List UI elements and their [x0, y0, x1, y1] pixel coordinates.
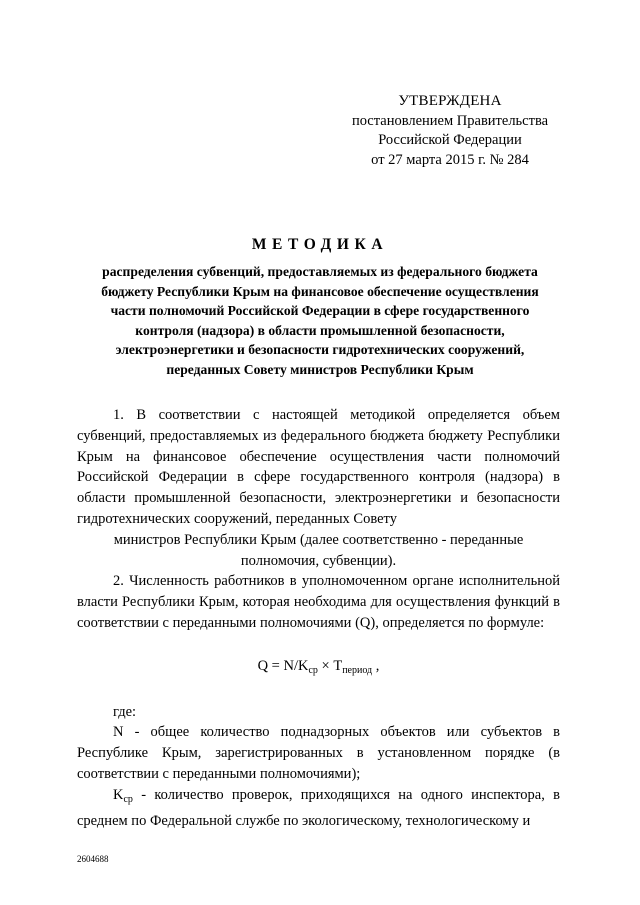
- k-definition-text: - количество проверок, приходящихся на одного инспектора, в среднем по Федеральной службе по экологическому, технологическому и: [77, 786, 560, 829]
- definition-n: N - общее количество поднадзорных объектов или субъектов в Республике Крым, зарегистрированных в установленном порядке (в соответствии с переданными полномочиями);: [77, 724, 560, 782]
- subtitle-line-2: бюджету Республики Крым на финансовое обеспечение осуществления: [101, 283, 539, 299]
- formula: [77, 656, 560, 682]
- k-symbol: K: [113, 786, 124, 803]
- k-subscript: ср: [123, 793, 133, 805]
- formula-sub-kcp: ср: [308, 664, 318, 676]
- subtitle-line-1: распределения субвенций, предоставляемых из федерального бюджета: [102, 264, 538, 279]
- paragraph-1: 1. В соответствии с настоящей методикой определяется объем субвенций, предоставляемых из федерального бюджета бюджету Республики Крым на финансовое обеспечение осуществления части полномочий Российской Федерации в сфере государственного контроля (надзора) в области промышленной безопасности, электроэнергетики и безопасности гидротехнических сооружений, переданных Совету: [77, 407, 560, 527]
- paragraph-2: 2. Численность работников в уполномоченном органе исполнительной власти Республики Крым, которая необходима для осуществления функций в соответствии с переданными полномочиями (Q), определяется по формуле:: [77, 573, 560, 631]
- variable-definitions: [77, 722, 560, 831]
- where-label: где:: [113, 703, 137, 720]
- document-body: [77, 405, 560, 831]
- document-title: МЕТОДИКА: [251, 236, 389, 253]
- document-code: 2604688: [77, 854, 109, 864]
- subtitle-line-5: электроэнергетики и безопасности гидротехнических сооружений,: [115, 342, 525, 358]
- formula-mid: × T: [317, 657, 343, 674]
- approval-block: [330, 92, 570, 170]
- document-subtitle: [60, 262, 580, 380]
- formula-main: Q = N/K: [257, 657, 309, 674]
- subtitle-line-6: переданных Совету министров Республики Крым: [166, 361, 474, 377]
- subtitle-line-4: контроля (надзора) в области промышленной безопасности,: [135, 322, 505, 338]
- approval-line-3: от 27 марта 2015 г. № 284: [371, 151, 529, 168]
- formula-end: ,: [372, 657, 380, 674]
- approval-line-1: постановлением Правительства: [351, 112, 549, 129]
- paragraph-1-last: министров Республики Крым (далее соответственно - переданные полномочия, субвенции).: [113, 531, 524, 569]
- formula-sub-period: период: [342, 664, 373, 676]
- subtitle-line-3: части полномочий Российской Федерации в сфере государственного: [110, 303, 530, 319]
- approval-line-2: Российской Федерации: [378, 132, 522, 148]
- definition-k: [77, 785, 560, 832]
- approval-stamp: УТВЕРЖДЕНА: [398, 93, 502, 109]
